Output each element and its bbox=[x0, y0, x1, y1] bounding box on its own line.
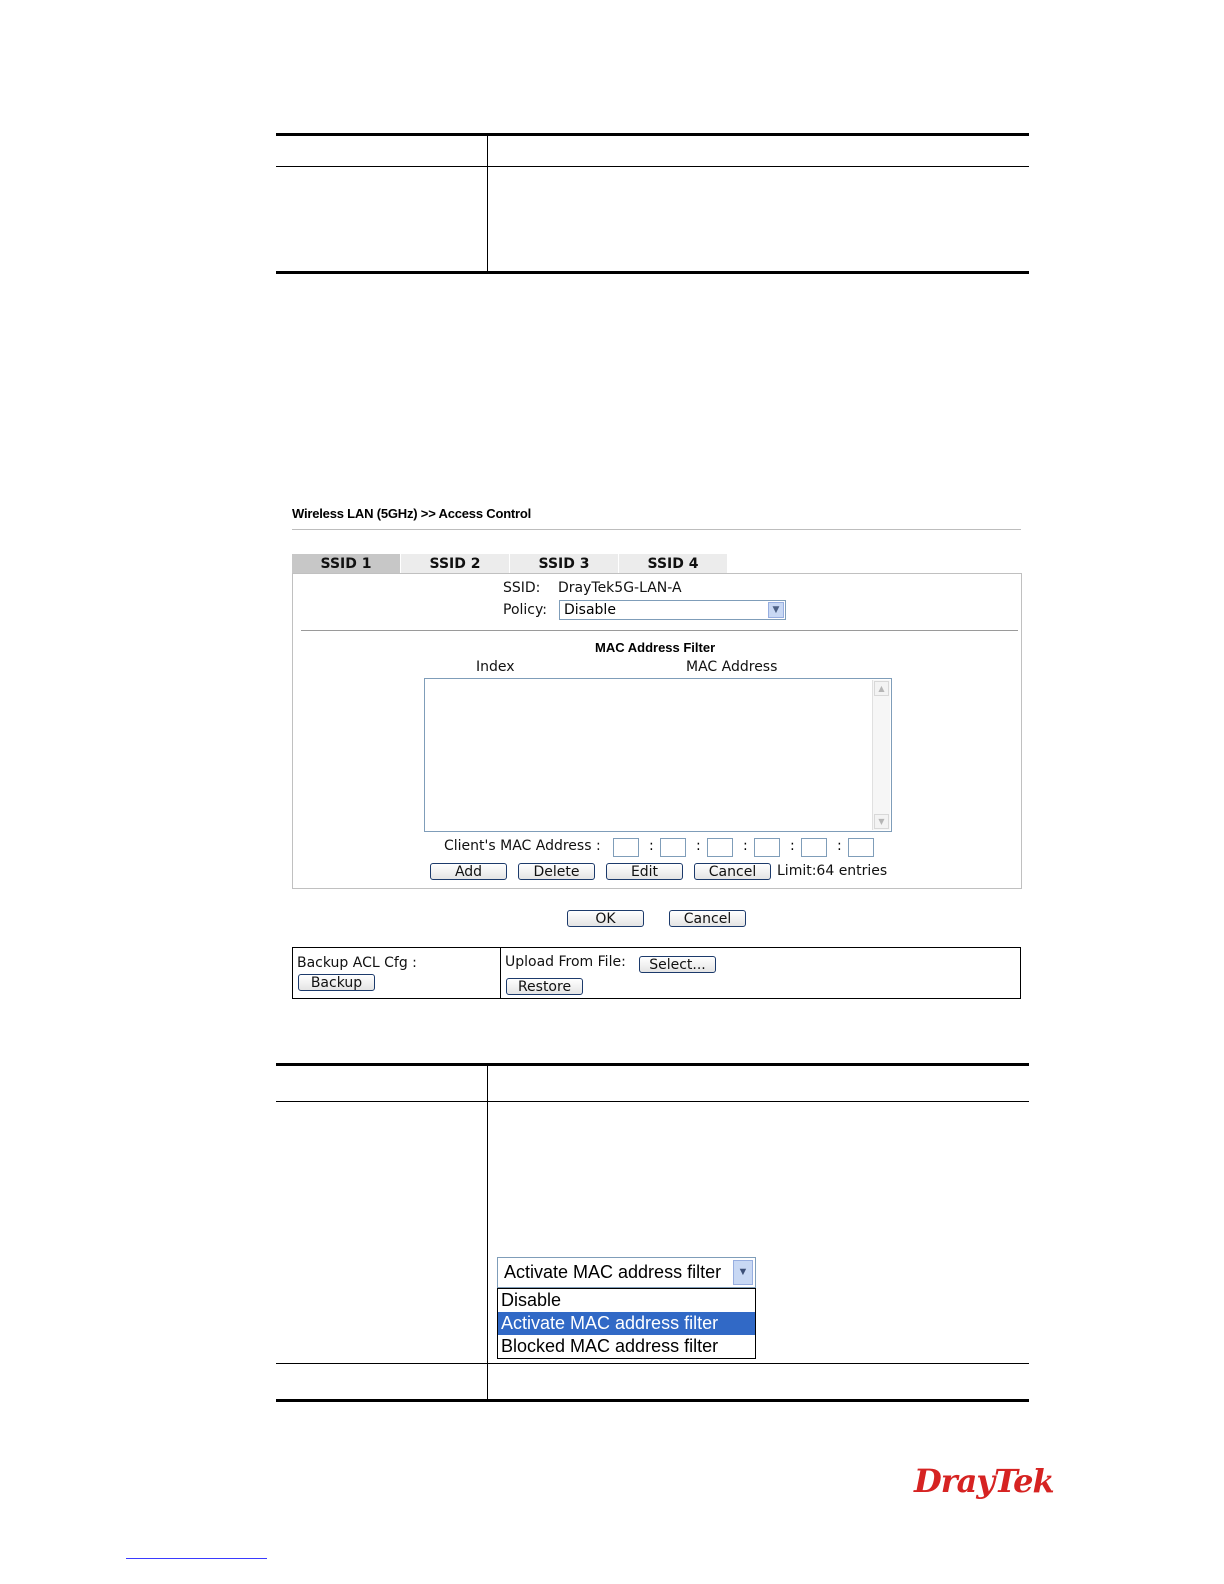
mac-octet-3-input[interactable] bbox=[707, 838, 733, 857]
policy-dropdown-value: Activate MAC address filter bbox=[504, 1262, 722, 1282]
mac-separator: : bbox=[837, 838, 842, 854]
chevron-down-icon[interactable]: ▼ bbox=[733, 1260, 753, 1285]
policy-dropdown[interactable] bbox=[497, 1257, 756, 1288]
backup-restore-table bbox=[292, 947, 1021, 999]
limit-text: Limit:64 entries bbox=[777, 863, 888, 879]
upload-label: Upload From File: bbox=[505, 954, 626, 970]
ssid-label: SSID: bbox=[503, 580, 541, 596]
cancel-button[interactable]: Cancel bbox=[669, 910, 746, 927]
scroll-up-icon[interactable]: ▲ bbox=[874, 681, 889, 696]
chevron-down-icon[interactable]: ▼ bbox=[768, 602, 784, 618]
mac-octet-1-input[interactable] bbox=[613, 838, 639, 857]
mac-octet-6-input[interactable] bbox=[848, 838, 874, 857]
select-file-button[interactable]: Select... bbox=[639, 956, 716, 973]
table-top-rule bbox=[276, 1063, 1029, 1066]
draytek-logo: DrayTek bbox=[914, 1462, 1054, 1500]
list-scrollbar[interactable] bbox=[872, 680, 890, 830]
mac-column-header: MAC Address bbox=[686, 659, 778, 675]
option-blocked-mac-filter[interactable]: Blocked MAC address filter bbox=[501, 1336, 719, 1356]
policy-select[interactable] bbox=[559, 600, 786, 620]
ok-button[interactable]: OK bbox=[567, 910, 644, 927]
mac-separator: : bbox=[790, 838, 795, 854]
mac-separator: : bbox=[649, 838, 654, 854]
table-bottom-rule bbox=[276, 271, 1029, 274]
page-title: Wireless LAN (5GHz) >> Access Control bbox=[292, 506, 532, 521]
table-column-divider bbox=[487, 133, 488, 273]
footer-link-underline bbox=[126, 1558, 267, 1559]
backup-label: Backup ACL Cfg : bbox=[297, 955, 417, 971]
mac-separator: : bbox=[696, 838, 701, 854]
policy-label: Policy: bbox=[503, 602, 547, 618]
index-column-header: Index bbox=[476, 659, 515, 675]
heading-divider bbox=[292, 529, 1021, 530]
table-header-rule bbox=[276, 166, 1029, 167]
add-button[interactable]: Add bbox=[430, 863, 507, 880]
policy-dropdown-options bbox=[497, 1288, 756, 1359]
mac-address-list[interactable] bbox=[424, 678, 892, 832]
delete-button[interactable]: Delete bbox=[518, 863, 595, 880]
restore-button[interactable]: Restore bbox=[506, 978, 583, 995]
edit-button[interactable]: Edit bbox=[606, 863, 683, 880]
mac-octet-2-input[interactable] bbox=[660, 838, 686, 857]
access-control-panel bbox=[292, 573, 1022, 889]
table-top-rule bbox=[276, 133, 1029, 136]
table-bottom-rule bbox=[276, 1399, 1029, 1402]
tab-ssid-1[interactable]: SSID 1 bbox=[292, 554, 400, 573]
option-activate-mac-filter[interactable]: Activate MAC address filter bbox=[498, 1312, 755, 1335]
scroll-down-icon[interactable]: ▼ bbox=[874, 814, 889, 829]
option-disable[interactable]: Disable bbox=[501, 1290, 562, 1310]
list-cancel-button[interactable]: Cancel bbox=[694, 863, 771, 880]
backup-column-divider bbox=[500, 948, 501, 998]
table-header-rule bbox=[276, 1101, 1029, 1102]
ssid-value: DrayTek5G-LAN-A bbox=[558, 580, 682, 596]
table-row-rule bbox=[276, 1363, 1029, 1364]
mac-filter-title: MAC Address Filter bbox=[595, 640, 716, 655]
mac-octet-4-input[interactable] bbox=[754, 838, 780, 857]
policy-select-value: Disable bbox=[564, 602, 616, 618]
backup-button[interactable]: Backup bbox=[298, 974, 375, 991]
mac-octet-5-input[interactable] bbox=[801, 838, 827, 857]
tab-ssid-3[interactable]: SSID 3 bbox=[510, 554, 618, 573]
panel-divider bbox=[301, 630, 1018, 631]
tab-ssid-4[interactable]: SSID 4 bbox=[619, 554, 727, 573]
tab-ssid-2[interactable]: SSID 2 bbox=[401, 554, 509, 573]
mac-separator: : bbox=[743, 838, 748, 854]
table-column-divider bbox=[487, 1063, 488, 1401]
client-mac-label: Client's MAC Address : bbox=[444, 838, 601, 854]
